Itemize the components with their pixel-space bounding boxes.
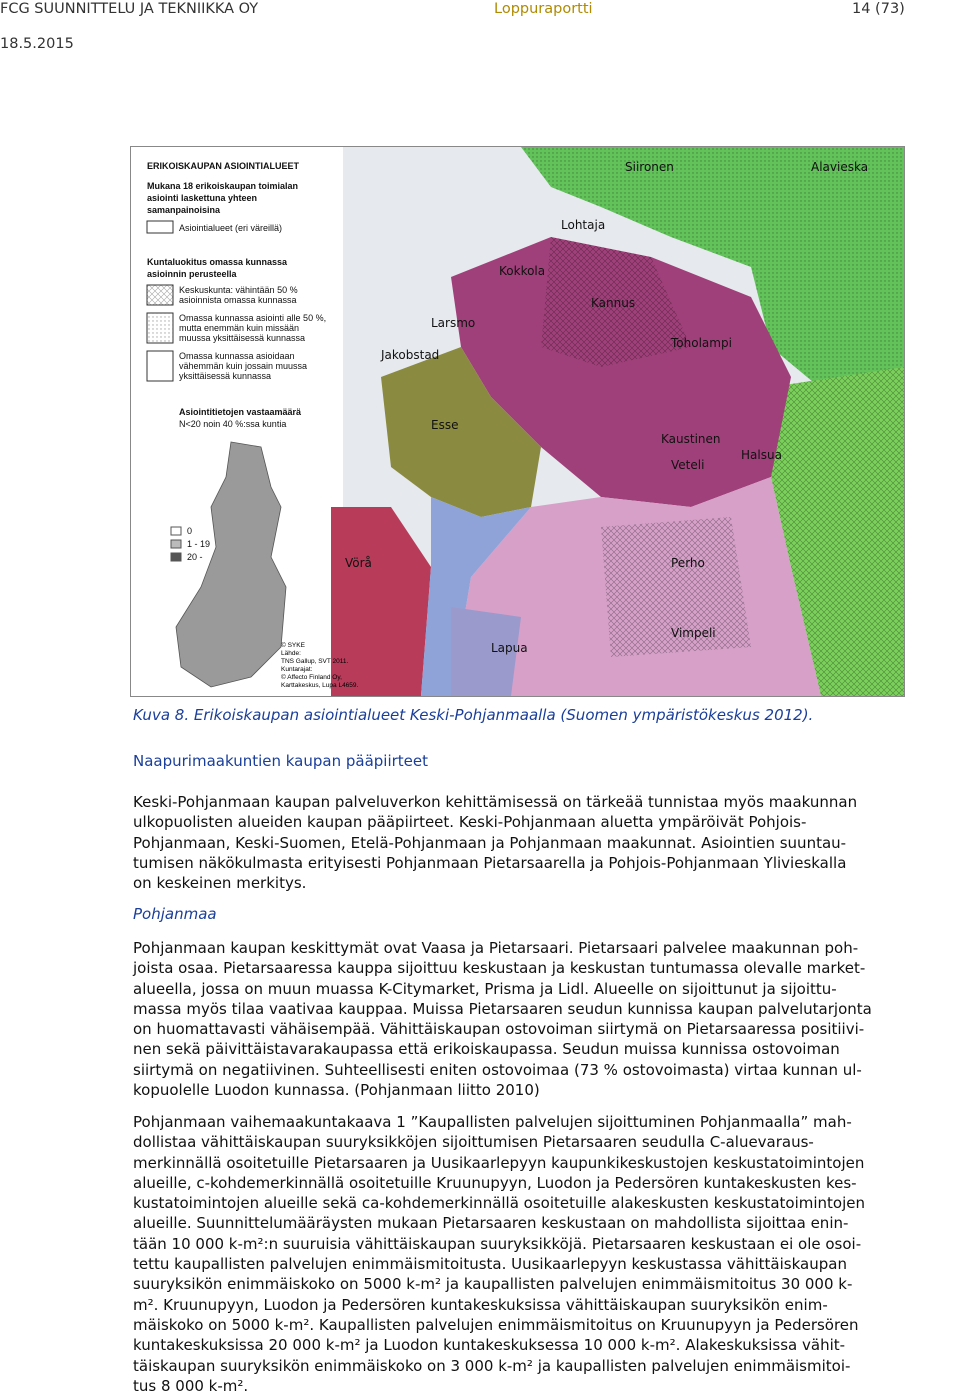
map-label-larsmo: Larsmo — [431, 316, 476, 330]
map-label-vimpeli: Vimpeli — [671, 626, 716, 640]
para2-line: joista osaa. Pietarsaaressa kauppa sijoittuu keskustaan ja keskustan tuntumassa olevalle market- — [133, 959, 866, 978]
source-line-1: © SYKE — [281, 642, 305, 649]
map-image — [131, 147, 904, 696]
legend-item-7: vähemmän kuin jossain muussa — [179, 361, 308, 371]
source-line-3: TNS Gallup, SVT 2011. — [281, 658, 349, 665]
map-label-vora: Vörå — [345, 556, 372, 570]
legend-item-5: muussa yksittäisessä kunnassa — [179, 333, 306, 343]
legend-count-sub: N<20 noin 40 %:ssa kuntia — [179, 419, 287, 429]
para1-line: Pohjanmaan, Keski-Suomen, Etelä-Pohjanmaan ja Pohjanmaan maakunnat. Asiointien suuntau- — [133, 833, 847, 852]
inset-scale-swatch-2 — [171, 553, 181, 561]
map-label-siironen: Siironen — [625, 160, 674, 174]
map-label-veteli: Veteli — [671, 458, 705, 472]
map-label-lohtaja: Lohtaja — [561, 218, 606, 232]
map-label-toholampi: Toholampi — [671, 336, 732, 350]
legend-item-4: mutta enemmän kuin missään — [179, 323, 300, 333]
para2-line: massa myös tilaa vaativaa kauppaa. Muissa Pietarsaaren seudun kunnissa kaupan palvelutarjonta — [133, 999, 872, 1018]
header-page-number: 14 (73) — [852, 1, 905, 17]
legend-sub-title: Kuntaluokitus omassa kunnassa — [147, 257, 288, 267]
para3-line: Pohjanmaan vaihemaakuntakaava 1 ”Kaupallisten palvelujen sijoittuminen Pohjanmaalla” mah- — [133, 1113, 852, 1131]
legend-swatch-dots — [147, 313, 173, 343]
para2-line: kopuolelle Luodon kunnassa. (Pohjanmaan liitto 2010) — [133, 1081, 540, 1100]
legend-line-2: asiointi laskettuna yhteen — [147, 193, 258, 203]
para3-line: alueille, c-kohdemerkinnällä osoitetuille Kruunupyyn, Luodon ja Pedersören kuntakeskusten kes- — [133, 1173, 857, 1192]
source-line-6: Karttakeskus, Lupa L4659. — [281, 682, 359, 689]
legend-item-8: yksittäisessä kunnassa — [179, 371, 272, 381]
paragraph-1 — [133, 792, 953, 893]
legend-sub-title-2: asioinnin perusteella — [147, 269, 237, 279]
legend-item-2: asioinnista omassa kunnassa — [179, 295, 297, 305]
header-org: FCG SUUNNITTELU JA TEKNIIKKA OY — [0, 1, 259, 17]
inset-scale-2: 20 - — [187, 552, 203, 562]
legend-count-title: Asiointitietojen vastaamäärä — [179, 407, 302, 417]
section-heading: Naapurimaakuntien kaupan pääpiirteet — [133, 752, 429, 770]
para1-line: tumisen näkökulmasta erityisesti Pohjanmaan Pietarsaarella ja Pohjois-Pohjanmaan Ylivieskalla — [133, 853, 847, 872]
header-date: 18.5.2015 — [0, 36, 74, 52]
para2-line: alueella, jossa on muun muassa K-Citymarket, Prisma ja Lidl. Alueelle on sijoittunut ja sijoittu- — [133, 979, 837, 998]
para3-line: mäiskoko on 5000 k-m². Kaupallisten palvelujen enimmäismitoitus on Kruunupyyn ja Pedersören — [133, 1315, 859, 1334]
paragraph-3 — [133, 1112, 953, 1396]
figure-caption: Kuva 8. Erikoiskaupan asiointialueet Keski-Pohjanmaalla (Suomen ympäristökeskus 2012). — [133, 706, 814, 724]
para3-line: alueille. Suunnittelumääräysten mukaan Pietarsaaren keskustaan on mahdollista sijoittaa enin- — [133, 1214, 849, 1233]
para2-line: siirtymä on negatiivinen. Suhteellisesti eniten ostovoimaa (73 % ostovoimasta) virtaa kunnan ul- — [133, 1060, 862, 1079]
source-line-5: © Affecto Finland Oy, — [281, 674, 342, 681]
para3-line: tus 8 000 k-m². — [133, 1376, 249, 1395]
sub-heading-pohjanmaa: Pohjanmaa — [133, 905, 217, 923]
map-label-kokkola: Kokkola — [499, 264, 546, 278]
para3-line: täiskaupan suuryksikön enimmäiskoko on 3 000 k-m² ja kaupallisten palvelujen enimmäismitoi- — [133, 1356, 851, 1375]
para2-line: nen sekä päivittäistavarakaupassa että erikoiskaupassa. Seudun muissa kunnissa ostovoiman — [133, 1040, 840, 1059]
para3-line: kustatoimintojen alueille sekä ca-kohdemerkinnällä osoitetuille alakeskusten keskustatoimintojen — [133, 1194, 865, 1213]
para1-line: Keski-Pohjanmaan kaupan palveluverkon kehittämisessä on tärkeää tunnistaa myös maakunnan — [133, 793, 858, 811]
para3-line: merkinnällä osoitetuille Pietarsaaren ja Uusikaarlepyyn kaupunkikeskustojen keskustatoimintojen — [133, 1153, 865, 1172]
map-label-kaustinen: Kaustinen — [661, 432, 721, 446]
map-figure — [130, 146, 905, 697]
map-label-esse: Esse — [431, 418, 459, 432]
legend-line-1: Mukana 18 erikoiskaupan toimialan — [147, 181, 299, 191]
map-label-halsua: Halsua — [741, 448, 782, 462]
inset-scale-1: 1 - 19 — [187, 539, 211, 549]
legend-title: ERIKOISKAUPAN ASIOINTIALUEET — [147, 161, 300, 171]
inset-scale-swatch-1 — [171, 540, 181, 548]
map-label-lapua: Lapua — [491, 641, 528, 655]
para3-line: suuryksikön enimmäiskoko on 5000 k-m² ja kaupallisten palvelujen enimmäismitoitus 30 000 k- — [133, 1275, 853, 1294]
map-label-alavieska: Alavieska — [811, 160, 869, 174]
para3-line: kuntakeskuksissa 20 000 k-m² ja Luodon kuntakeskuksessa 10 000 k-m². Alakeskuksissa vähit- — [133, 1336, 846, 1355]
legend-line-3: samanpainoisina — [147, 205, 221, 215]
map-label-kannus: Kannus — [591, 296, 636, 310]
para3-line: tettu kaupallisten palvelujen enimmäismitoitusta. Uusikaarlepyyn keskustassa vähittäiskaupan — [133, 1255, 847, 1274]
legend-item-1: Keskuskunta: vähintään 50 % — [179, 285, 298, 295]
inset-scale-0: 0 — [187, 526, 193, 536]
para1-line: on keskeinen merkitys. — [133, 874, 307, 893]
para3-line: dollistaa vähittäiskaupan suuryksikköjen sijoittumisen Pietarsaaren seudulla C-aluevaraus- — [133, 1133, 814, 1152]
legend-area-label: Asiointialueet (eri väreillä) — [179, 223, 283, 233]
map-label-perho: Perho — [671, 556, 705, 570]
source-line-4: Kuntarajat: — [281, 666, 313, 673]
legend-swatch-plain — [147, 351, 173, 381]
legend-swatch-cross — [147, 285, 173, 305]
legend-item-6: Omassa kunnassa asioidaan — [179, 351, 295, 361]
inset-scale-swatch-0 — [171, 527, 181, 535]
para2-line: Pohjanmaan kaupan keskittymät ovat Vaasa ja Pietarsaari. Pietarsaari palvelee maakunnan poh- — [133, 939, 859, 957]
map-label-jakobstad: Jakobstad — [381, 348, 440, 362]
para2-line: on huomattavasti vähäisempää. Vähittäiskaupan ostovoiman siirtymä on Pietarsaaressa positiivi- — [133, 1020, 865, 1039]
para1-line: ulkopuolisten alueiden kaupan pääpiirteet. Keski-Pohjanmaan aluetta ympäröivät Pohjois- — [133, 813, 807, 832]
para3-line: m². Kruunupyyn, Luodon ja Pedersören kuntakeskuksissa vähittäiskaupan suuryksikön enim- — [133, 1295, 828, 1314]
source-line-2: Lähde: — [281, 650, 301, 657]
legend-item-3: Omassa kunnassa asiointi alle 50 %, — [179, 313, 327, 323]
paragraph-2 — [133, 938, 953, 1100]
para3-line: tään 10 000 k-m²:n suuruisia vähittäiskaupan suuryksikköjä. Pietarsaaren keskustaan ei ole osoi- — [133, 1234, 862, 1253]
header-doc-type: Loppuraportti — [494, 1, 593, 17]
